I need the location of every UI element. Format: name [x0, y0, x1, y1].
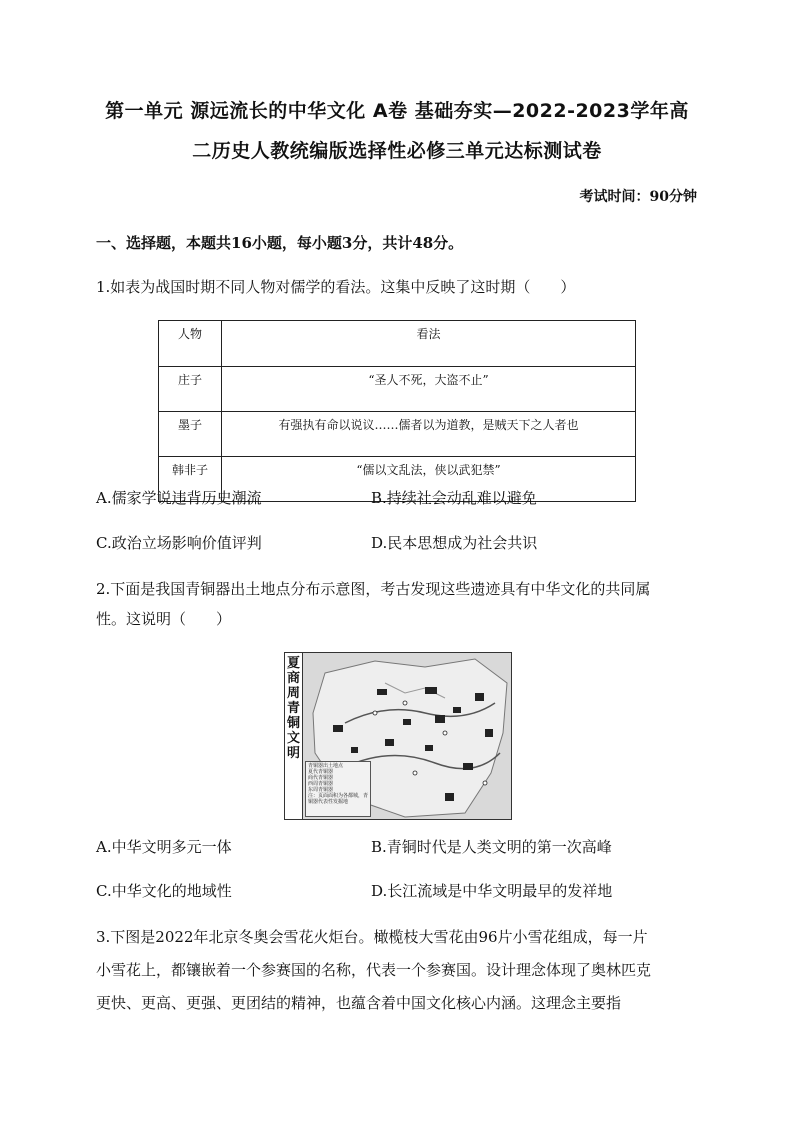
q2-option-b[interactable]: B.青铜时代是人类文明的第一次高峰 [371, 838, 612, 856]
table-row [159, 412, 636, 457]
table-header-cell: 人物 [159, 321, 222, 367]
question-3-line-1: 3.下图是2022年北京冬奥会雪花火炬台。橄榄枝大雪花由96片小雪花组成，每一片 [96, 928, 648, 946]
q1-option-b[interactable]: B.持续社会动乱难以避免 [371, 489, 537, 507]
question-1-table [158, 320, 636, 502]
exam-time: 考试时间：90分钟 [579, 189, 697, 205]
q2-option-a[interactable]: A.中华文明多元一体 [96, 838, 232, 856]
question-2-stem-line-1: 2.下面是我国青铜器出土地点分布示意图，考古发现这些遗迹具有中华文化的共同属 [96, 580, 651, 598]
table-row [159, 367, 636, 412]
legend-item: 注：页面面积为各都城，青铜器代表性发掘地 [308, 793, 369, 805]
table-cell: “圣人不死，大盗不止” [222, 367, 636, 412]
section-heading: 一、选择题，本题共16小题，每小题3分，共计48分。 [96, 234, 464, 252]
question-1-stem: 1.如表为战国时期不同人物对儒学的看法。这集中反映了这时期（ ） [96, 278, 576, 296]
document-title-line-1: 第一单元 源远流长的中华文化 A卷 基础夯实—2022-2023学年高 [105, 100, 689, 122]
question-2-stem-line-2: 性。这说明（ ） [96, 610, 232, 628]
q2-option-c[interactable]: C.中华文化的地域性 [96, 882, 232, 900]
legend-item: 夏代青铜器 [308, 769, 334, 775]
table-cell: 有强执有命以说议……儒者以为道教，是贼天下之人者也 [222, 412, 636, 457]
table-cell: “儒以文乱法，侠以武犯禁” [222, 457, 636, 502]
legend-item: 青铜器出土地点 [308, 763, 344, 769]
table-cell: 韩非子 [159, 457, 222, 502]
q2-option-d[interactable]: D.长江流域是中华文明最早的发祥地 [371, 882, 613, 900]
q1-option-d[interactable]: D.民本思想成为社会共识 [371, 534, 538, 552]
map-legend [305, 761, 371, 817]
q1-option-c[interactable]: C.政治立场影响价值评判 [96, 534, 262, 552]
legend-item: 东周青铜器 [308, 787, 334, 793]
question-3-line-3: 更快、更高、更强、更团结的精神，也蕴含着中国文化核心内涵。这理念主要指 [96, 994, 622, 1012]
legend-item: 西周青铜器 [308, 781, 334, 787]
table-header-row [159, 321, 636, 367]
document-title-line-2: 二历史人教统编版选择性必修三单元达标测试卷 [192, 140, 602, 162]
question-3-line-2: 小雪花上，都镶嵌着一个参赛国的名称，代表一个参赛国。设计理念体现了奥林匹克 [96, 961, 652, 979]
table-header-cell: 看法 [222, 321, 636, 367]
table-cell: 墨子 [159, 412, 222, 457]
table-cell: 庄子 [159, 367, 222, 412]
legend-item: 商代青铜器 [308, 775, 334, 781]
bronze-distribution-map [284, 652, 512, 820]
q1-option-a[interactable]: A.儒家学说违背历史潮流 [96, 489, 262, 507]
map-side-title: 夏商周青铜文明 [285, 653, 303, 819]
